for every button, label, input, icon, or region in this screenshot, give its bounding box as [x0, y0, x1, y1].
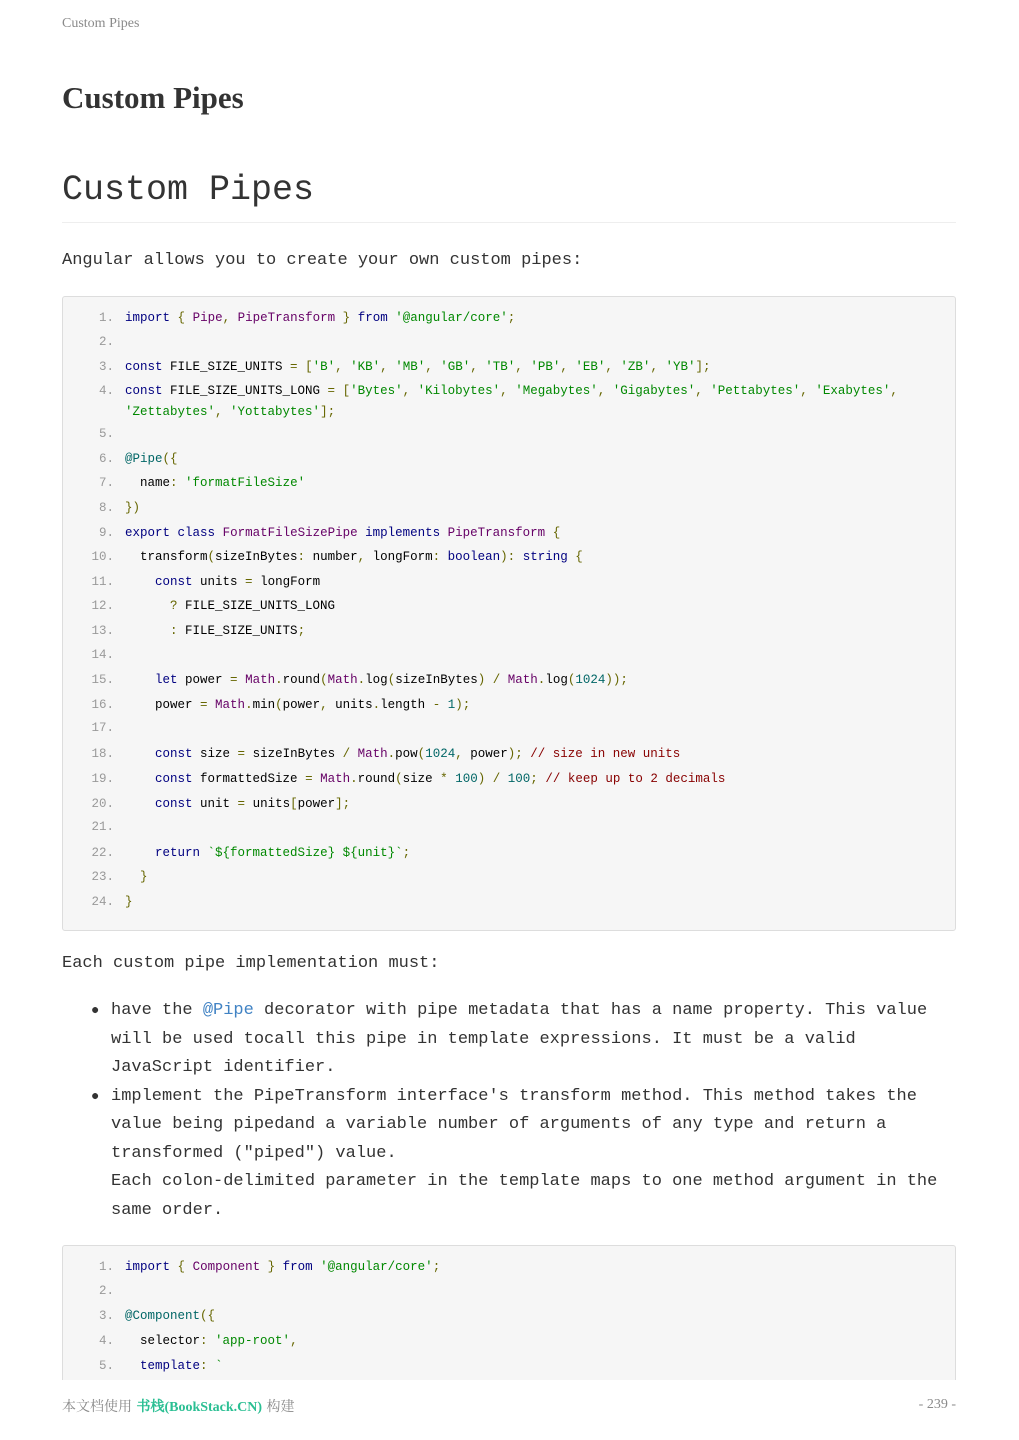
code-token: [230, 311, 238, 325]
code-token: units: [192, 575, 246, 589]
code-token: number: [305, 550, 358, 564]
code-token: [: [305, 360, 313, 374]
code-token: `${formattedSize} ${unit}`: [207, 846, 403, 860]
code-token: [125, 797, 155, 811]
code-token: ,: [290, 1334, 298, 1348]
code-token: longForm: [365, 550, 433, 564]
code-token: .: [372, 698, 381, 712]
code-token: (: [207, 550, 216, 564]
code-token: (: [320, 673, 328, 687]
code-token: [440, 698, 448, 712]
line-number: 1.: [98, 311, 114, 325]
code-token: 'MB': [395, 360, 426, 374]
code-token: 'Bytes': [350, 384, 403, 398]
code-token: sizeInBytes: [245, 747, 343, 761]
code-token: ,: [800, 384, 808, 398]
line-number: 8.: [98, 501, 114, 515]
code-token: *: [440, 772, 448, 786]
code-token: 'Yottabytes': [230, 405, 321, 419]
code-text: [125, 794, 350, 815]
code-token: ;: [432, 1260, 441, 1274]
code-token: ;: [297, 624, 306, 638]
code-token: [260, 1260, 268, 1274]
footer-brand-link[interactable]: 书栈(BookStack.CN): [136, 1400, 263, 1415]
line-number: 5.: [98, 1359, 114, 1373]
list-item-text: decorator with pipe metadata that has a name property. This value will be used tocall this pipe in template expressions. It must be a valid JavaScript identifier.: [111, 1001, 928, 1077]
code-text: [125, 1356, 223, 1377]
code-token: [208, 698, 216, 712]
code-token: ;: [530, 772, 538, 786]
code-token: power: [125, 698, 201, 712]
code-token: 'YB': [665, 360, 696, 374]
code-token: [200, 846, 208, 860]
code-token: .: [350, 772, 358, 786]
code-token: [350, 747, 358, 761]
code-token: round: [357, 772, 396, 786]
code-token: ,: [357, 550, 366, 564]
code-text: [125, 547, 583, 568]
code-token: :: [170, 476, 178, 490]
code-block: [62, 1245, 956, 1380]
code-token: 'PB': [530, 360, 561, 374]
code-token: =: [237, 797, 246, 811]
code-token: [515, 550, 523, 564]
code-token: ,: [380, 360, 388, 374]
code-token: [185, 1260, 193, 1274]
code-token: [358, 526, 366, 540]
code-token: }: [267, 1260, 276, 1274]
code-token: class: [177, 526, 216, 540]
code-token: =: [230, 673, 238, 687]
code-token: [485, 673, 493, 687]
code-token: const: [155, 797, 193, 811]
code-token: );: [455, 698, 471, 712]
line-number: 7.: [98, 476, 114, 490]
code-token: const: [125, 384, 163, 398]
code-token: boolean: [447, 550, 501, 564]
code-token: [500, 772, 508, 786]
code-token: return: [155, 846, 201, 860]
code-token: transform: [125, 550, 208, 564]
code-token: {: [575, 550, 583, 564]
code-token: length: [380, 698, 433, 712]
code-token: FILE_SIZE_UNITS: [177, 624, 298, 638]
code-text: [125, 473, 305, 494]
code-text: [125, 670, 628, 691]
page-title: Custom Pipes: [62, 80, 244, 115]
code-token: sizeInBytes: [395, 673, 478, 687]
code-token: ,: [215, 405, 223, 419]
footer-credit: [62, 1396, 295, 1416]
code-token: =: [237, 747, 246, 761]
code-text: [125, 449, 178, 470]
code-token: /: [492, 772, 501, 786]
code-token: // keep up to 2 decimals: [545, 772, 726, 786]
code-token: ,: [470, 360, 478, 374]
code-token: [170, 311, 178, 325]
code-token: .: [275, 673, 283, 687]
code-token: [208, 1334, 216, 1348]
code-token: [343, 360, 351, 374]
page-number: - 239 -: [918, 1397, 956, 1412]
line-number: 10.: [91, 550, 114, 564]
code-token: size: [192, 747, 238, 761]
code-token: import: [125, 311, 171, 325]
code-token: }: [125, 895, 133, 909]
code-token: .: [387, 747, 396, 761]
code-token: ,: [222, 311, 231, 325]
code-token: PipeTransform: [447, 526, 546, 540]
intro-paragraph: Angular allows you to create your own custom pipes:: [62, 251, 583, 270]
code-token: ,: [515, 360, 523, 374]
code-text: [125, 744, 680, 765]
line-number: 14.: [91, 648, 114, 662]
code-text: [125, 498, 140, 519]
code-token: export: [125, 526, 171, 540]
list-item: [91, 1083, 956, 1226]
code-token: [125, 624, 170, 638]
code-token: Math: [327, 673, 358, 687]
code-token: ,: [890, 384, 898, 398]
code-token: ,: [695, 384, 703, 398]
code-token: [238, 673, 246, 687]
code-token: (: [417, 747, 426, 761]
code-token: ,: [605, 360, 613, 374]
code-text: [125, 1257, 440, 1278]
line-number: 9.: [98, 526, 114, 540]
code-token: [125, 599, 170, 613]
line-number: 20.: [91, 797, 114, 811]
code-token: :: [200, 1359, 208, 1373]
line-number: 2.: [98, 1284, 114, 1298]
code-token: [500, 673, 508, 687]
code-token: 'formatFileSize': [185, 476, 306, 490]
code-token: =: [245, 575, 253, 589]
code-token: =: [327, 384, 336, 398]
line-number: 22.: [91, 846, 114, 860]
code-token: [125, 846, 155, 860]
running-header: Custom Pipes: [62, 16, 140, 31]
code-token: const: [155, 575, 193, 589]
code-token: 'Kilobytes': [417, 384, 501, 398]
code-token: log: [365, 673, 388, 687]
line-number: 11.: [91, 575, 114, 589]
code-token: [298, 360, 306, 374]
code-token: selector: [125, 1334, 201, 1348]
code-token: log: [545, 673, 568, 687]
list-item-note: Each colon-delimited parameter in the template maps to one method argument in the same order.: [111, 1172, 938, 1220]
code-token: 'B': [312, 360, 336, 374]
code-text: [125, 357, 711, 378]
code-token: .: [537, 673, 546, 687]
code-text: [125, 596, 335, 617]
code-token: [335, 384, 343, 398]
line-number: 24.: [91, 895, 114, 909]
code-token: sizeInBytes: [215, 550, 298, 564]
code-text: [125, 867, 148, 888]
code-token: [170, 526, 178, 540]
line-number: 3.: [98, 1309, 114, 1323]
code-token: units: [327, 698, 373, 712]
code-token: [178, 476, 186, 490]
line-number: 17.: [91, 721, 114, 735]
code-text: [125, 769, 725, 790]
code-token: {: [177, 1260, 186, 1274]
footer-suffix: 构建: [262, 1399, 295, 1415]
code-token: let: [155, 673, 178, 687]
code-token: FILE_SIZE_UNITS_LONG: [162, 384, 328, 398]
code-token: pow: [395, 747, 418, 761]
code-token: 1024: [575, 673, 606, 687]
code-text: [125, 843, 410, 864]
code-token: [223, 405, 231, 419]
code-token: unit: [192, 797, 238, 811]
code-text: [125, 695, 470, 716]
code-token: [125, 673, 155, 687]
code-token: ,: [425, 360, 433, 374]
code-token: ;: [507, 311, 516, 325]
code-token: =: [200, 698, 208, 712]
list-item-text: have the: [111, 1001, 203, 1020]
code-token: from: [357, 311, 388, 325]
code-token: [605, 384, 613, 398]
code-token: ,: [402, 384, 411, 398]
code-text: [125, 1306, 215, 1327]
code-token: '@angular/core': [395, 311, 508, 325]
requirements-list: [62, 997, 956, 1225]
list-item: [91, 997, 956, 1083]
code-token: [125, 870, 140, 884]
code-token: 'Gigabytes': [612, 384, 696, 398]
code-token: 'Exabytes': [815, 384, 891, 398]
code-token: [350, 311, 358, 325]
code-token: 'TB': [485, 360, 516, 374]
line-number: 13.: [91, 624, 114, 638]
code-token: [: [290, 797, 298, 811]
code-token: /: [342, 747, 351, 761]
code-token: 'EB': [575, 360, 606, 374]
code-token: template: [140, 1359, 201, 1373]
code-token: ,: [560, 360, 568, 374]
code-token: }): [125, 501, 141, 515]
code-token: ): [477, 673, 486, 687]
code-token: 'Pettabytes': [710, 384, 801, 398]
code-token: const: [155, 772, 193, 786]
code-token: size: [402, 772, 441, 786]
code-token: [: [342, 384, 351, 398]
line-number: 6.: [98, 452, 114, 466]
code-token: [440, 550, 448, 564]
code-token: Math: [357, 747, 388, 761]
line-number: 4.: [98, 1334, 114, 1348]
code-token: 100: [507, 772, 531, 786]
code-token: Pipe: [192, 311, 223, 325]
code-token: min: [252, 698, 276, 712]
code-token: .: [357, 673, 366, 687]
line-number: 5.: [98, 427, 114, 441]
code-token: @Pipe: [125, 452, 163, 466]
code-token: [275, 1260, 283, 1274]
section-heading: Custom Pipes: [62, 170, 956, 223]
code-token: =: [290, 360, 298, 374]
code-token: {: [177, 311, 186, 325]
code-token: round: [282, 673, 321, 687]
code-token: 100: [455, 772, 478, 786]
footer-prefix: 本文档使用: [62, 1399, 137, 1415]
code-token: [125, 575, 155, 589]
code-token: longForm: [252, 575, 321, 589]
code-token: Math: [245, 673, 276, 687]
code-token: PipeTransform: [237, 311, 336, 325]
code-token: =: [305, 772, 313, 786]
code-token: [170, 1260, 178, 1274]
code-token: name: [125, 476, 171, 490]
code-token: ,: [455, 747, 463, 761]
code-token: }: [140, 870, 148, 884]
code-token: power: [177, 673, 231, 687]
code-token: [410, 384, 418, 398]
code-token: units: [245, 797, 291, 811]
code-token: (: [395, 772, 403, 786]
code-token: import: [125, 1260, 171, 1274]
code-token: ): [477, 772, 486, 786]
code-token: );: [507, 747, 523, 761]
code-token: .: [245, 698, 253, 712]
code-token: 1: [447, 698, 456, 712]
code-token: ,: [320, 698, 328, 712]
code-token: '@angular/core': [320, 1260, 433, 1274]
code-token: Math: [215, 698, 246, 712]
code-token: ,: [335, 360, 343, 374]
code-token: 'Megabytes': [515, 384, 598, 398]
code-token: [125, 1359, 140, 1373]
code-text: [125, 523, 560, 544]
code-token: [185, 311, 193, 325]
pipe-decorator-link[interactable]: @Pipe: [202, 1001, 254, 1020]
code-block: [62, 296, 956, 931]
code-token: power: [297, 797, 336, 811]
code-token: FILE_SIZE_UNITS_LONG: [177, 599, 336, 613]
code-token: [485, 772, 493, 786]
list-item-text: implement the PipeTransform interface's transform method. This method takes the value being pipedand a variable number of arguments of any type and return a transformed ("piped") value.: [111, 1086, 917, 1163]
code-token: [335, 311, 343, 325]
line-number: 1.: [98, 1260, 114, 1274]
code-token: ({: [162, 452, 178, 466]
line-number: 21.: [91, 820, 114, 834]
code-token: ;: [402, 846, 411, 860]
code-token: [215, 526, 223, 540]
code-token: ];: [695, 360, 711, 374]
code-token: power: [282, 698, 321, 712]
code-token: from: [282, 1260, 313, 1274]
code-token: FILE_SIZE_UNITS: [162, 360, 291, 374]
code-token: `: [215, 1359, 223, 1373]
code-text: [125, 381, 898, 402]
code-token: const: [125, 360, 163, 374]
code-text: [125, 402, 335, 423]
code-token: 'Zettabytes': [125, 405, 216, 419]
code-token: {: [552, 526, 561, 540]
line-number: 19.: [91, 772, 114, 786]
code-text: [125, 1331, 298, 1352]
code-token: ,: [597, 384, 606, 398]
line-number: 3.: [98, 360, 114, 374]
line-number: 16.: [91, 698, 114, 712]
code-token: ?: [170, 599, 178, 613]
code-token: 'ZB': [620, 360, 651, 374]
code-token: ,: [650, 360, 658, 374]
code-text: [125, 621, 305, 642]
code-token: Component: [192, 1260, 261, 1274]
line-number: 4.: [98, 384, 114, 398]
bullet-icon: ●: [91, 1088, 100, 1105]
code-token: implements: [365, 526, 441, 540]
code-token: ];: [320, 405, 336, 419]
code-token: :: [297, 550, 306, 564]
code-token: [208, 1359, 216, 1373]
code-token: formattedSize: [192, 772, 306, 786]
line-number: 2.: [98, 335, 114, 349]
code-token: [125, 747, 155, 761]
code-token: (: [387, 673, 396, 687]
code-token: 1024: [425, 747, 456, 761]
code-token: ));: [605, 673, 628, 687]
code-text: [125, 572, 320, 593]
code-token: @Component: [125, 1309, 201, 1323]
code-token: const: [155, 747, 193, 761]
bullet-icon: ●: [91, 1003, 100, 1019]
code-token: :: [200, 1334, 208, 1348]
code-token: FormatFileSizePipe: [222, 526, 358, 540]
code-token: ,: [500, 384, 508, 398]
code-token: (: [275, 698, 283, 712]
code-token: :: [170, 624, 178, 638]
code-token: ];: [335, 797, 351, 811]
line-number: 23.: [91, 870, 114, 884]
code-token: string: [522, 550, 568, 564]
line-number: 12.: [91, 599, 114, 613]
code-token: :: [432, 550, 441, 564]
code-token: /: [492, 673, 501, 687]
code-token: 'GB': [440, 360, 471, 374]
code-token: Math: [507, 673, 538, 687]
code-token: ({: [200, 1309, 216, 1323]
code-token: ):: [500, 550, 516, 564]
code-token: [440, 526, 448, 540]
code-token: }: [342, 311, 351, 325]
code-token: 'app-root': [215, 1334, 291, 1348]
code-token: [125, 772, 155, 786]
code-token: power: [462, 747, 508, 761]
line-number: 15.: [91, 673, 114, 687]
code-token: -: [432, 698, 441, 712]
code-token: [313, 772, 321, 786]
code-token: 'KB': [350, 360, 381, 374]
code-text: [125, 892, 133, 913]
code-token: (: [567, 673, 576, 687]
code-token: // size in new units: [530, 747, 681, 761]
code-text: [125, 308, 515, 329]
code-token: Math: [320, 772, 351, 786]
line-number: 18.: [91, 747, 114, 761]
requirements-intro: Each custom pipe implementation must:: [62, 954, 440, 973]
code-token: [545, 526, 553, 540]
